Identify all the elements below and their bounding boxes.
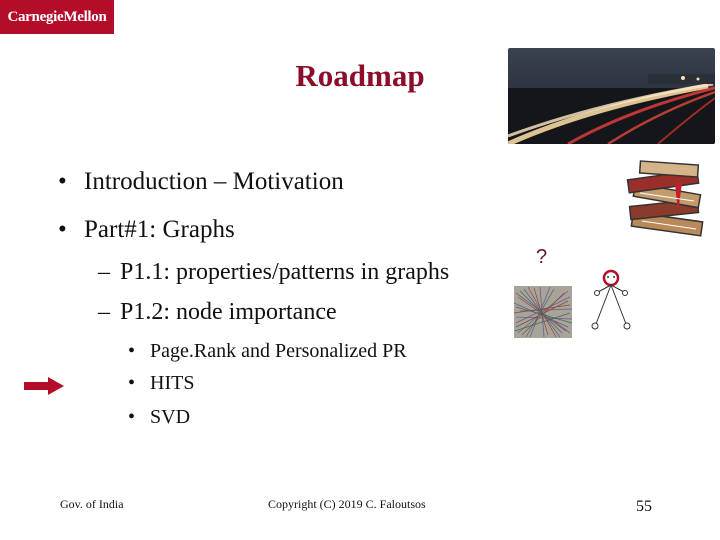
bullet-text: Introduction – Motivation	[84, 168, 344, 195]
highway-image	[508, 48, 715, 144]
cmu-logo: CarnegieMellon	[0, 0, 114, 34]
subsub-item-text: Page.Rank and Personalized PR	[150, 340, 407, 362]
subsub-item	[128, 372, 194, 395]
footer-left: Gov. of India	[60, 497, 124, 511]
sub-item	[98, 259, 449, 286]
bullet-text: Part#1: Graphs	[84, 216, 235, 243]
sub-item-text: P1.2: node importance	[120, 299, 337, 325]
subsub-item	[128, 340, 407, 363]
page-number: 55	[636, 498, 652, 515]
bullet-symbol: •	[128, 340, 136, 362]
sub-item-text: P1.1: properties/patterns in graphs	[120, 259, 450, 285]
slide-title: Roadmap	[295, 58, 425, 93]
subsub-item	[128, 406, 190, 429]
subsub-item-text: HITS	[150, 372, 195, 394]
question-mark: ?	[536, 246, 548, 268]
dash-symbol: –	[98, 259, 110, 285]
bullet-symbol: •	[128, 372, 136, 394]
footer-copyright: Copyright (C) 2019 C. Faloutsos	[268, 497, 426, 511]
bullet-item	[58, 216, 235, 244]
sub-item	[98, 299, 337, 326]
bullet-symbol: •	[58, 216, 67, 243]
person-graph-icon	[588, 262, 634, 334]
bullet-item	[58, 168, 344, 196]
subsub-item-text: SVD	[150, 406, 191, 428]
bullet-symbol: •	[58, 168, 67, 195]
books-image	[620, 155, 720, 245]
bullet-symbol: •	[128, 406, 136, 428]
dash-symbol: –	[98, 299, 110, 325]
arrow-right-icon	[24, 377, 64, 395]
tangled-graph-image	[510, 283, 576, 341]
